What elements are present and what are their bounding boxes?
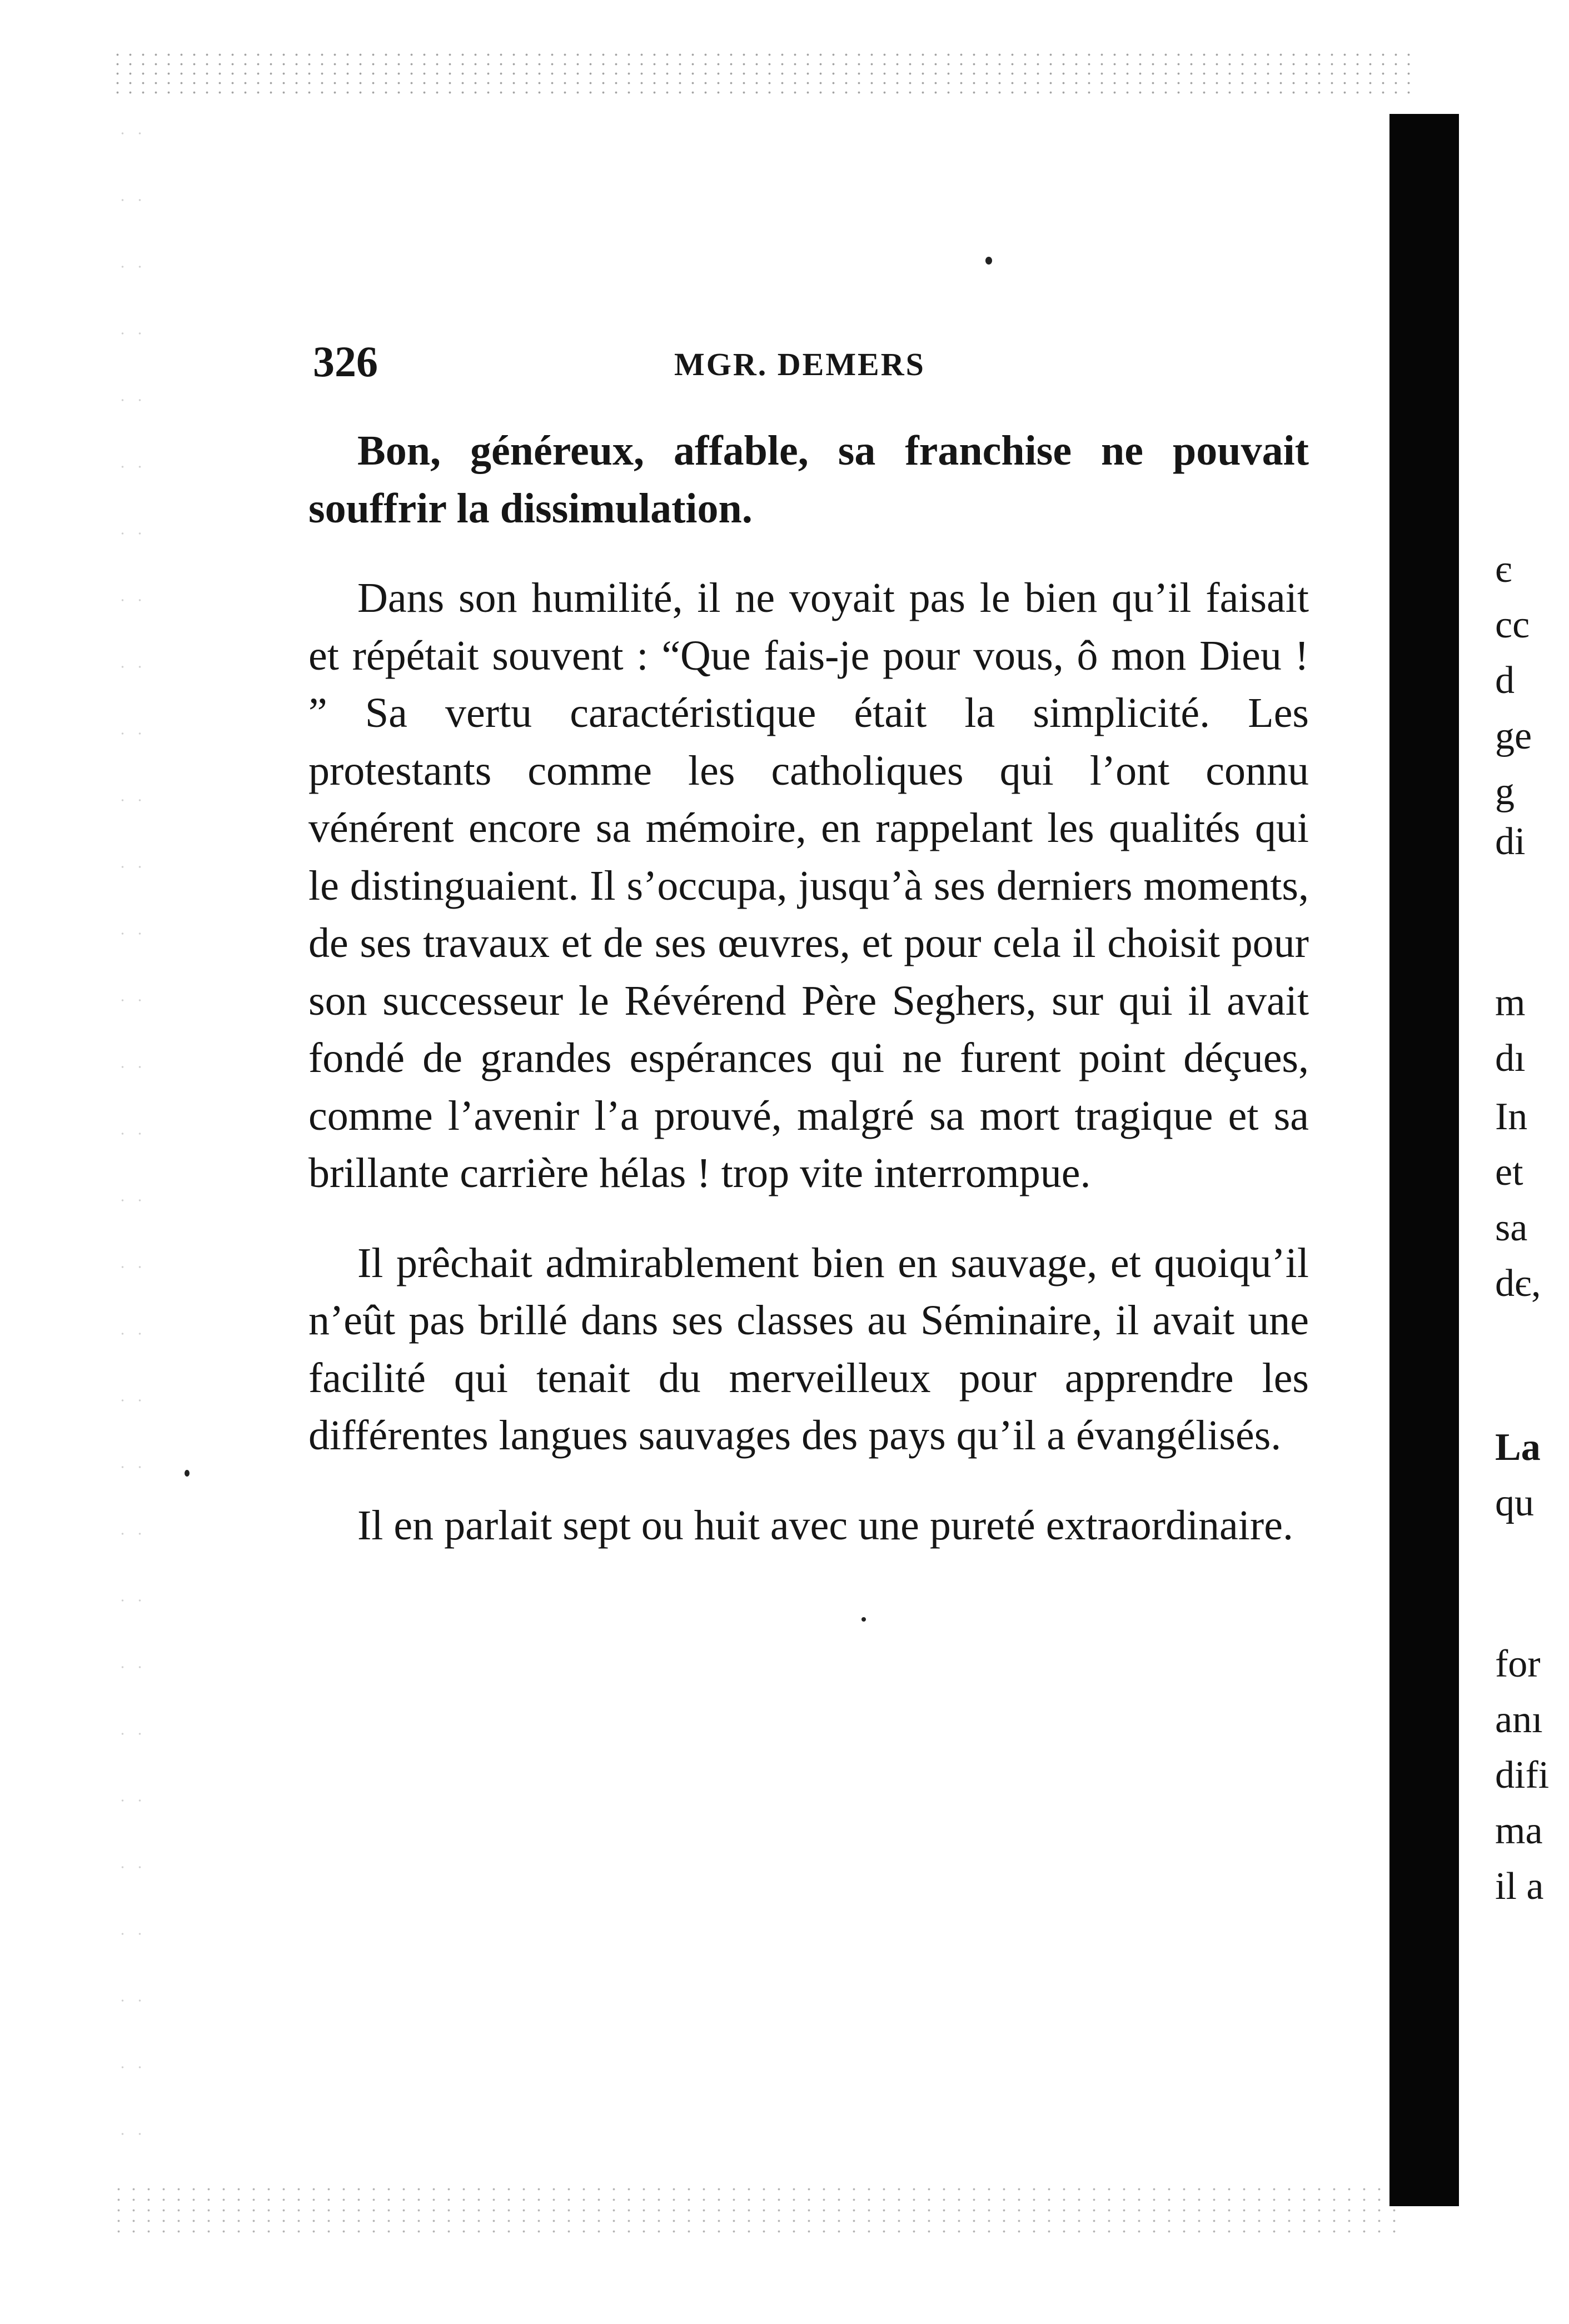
facing-page-edge — [1495, 545, 1569, 2045]
facing-page-fragment: La — [1495, 1426, 1541, 1469]
facing-page-fragment: dı — [1495, 1037, 1526, 1080]
facing-page-fragment: sa — [1495, 1206, 1528, 1249]
facing-page-fragment: difi — [1495, 1754, 1550, 1797]
facing-page-fragment: m — [1495, 981, 1526, 1024]
facing-page-fragment: qu — [1495, 1482, 1534, 1524]
binding-gutter-shadow — [1389, 114, 1459, 2206]
running-head: MGR. DEMERS — [674, 346, 925, 382]
facing-page-fragment: d — [1495, 659, 1515, 702]
paragraph: Bon, généreux, affable, sa franchise ne pouvait souffrir la dissimulation. — [308, 427, 1309, 532]
paragraph: Dans son humilité, il ne voyait pas le bien qu’il faisait et répétait souvent : “Que fais-je pour vous, ô mon Dieu ! ” Sa vertu caractéristique était la simplicité. Les protestants comme les catholiques qui l’ont connu vénérent encore sa mémoire, en rappelant les qualités qui le distinguaient. Il s’occupa, jusqu’à ses derniers moments, de ses travaux et de ses œuvres, et pour cela il choisit pour son successeur le Révérend Père Seghers, sur qui il avait fondé de grandes espérances qui ne furent point déçues, comme l’avenir l’a prouvé, malgré sa mort tragique et sa brillante carrière hélas ! trop vite interrompue. — [308, 575, 1309, 1196]
facing-page-fragment: In — [1495, 1095, 1528, 1138]
facing-page-fragment: di — [1495, 820, 1526, 863]
facing-page-fragment: for — [1495, 1643, 1541, 1685]
facing-page-fragment: є — [1495, 548, 1512, 591]
scan-noise-top — [111, 50, 1412, 100]
paragraph: Il prêchait admirablement bien en sauvage, et quoiqu’il n’eût pas brillé dans ses classes au Séminaire, il avait une facilité qui tenait du merveilleux pour apprendre les différentes langues sauvages des pays qu’il a évangélisés. — [308, 1239, 1309, 1459]
page-number: 326 — [313, 337, 378, 386]
facing-page-fragment: cc — [1495, 604, 1530, 646]
facing-page-fragment: dє, — [1495, 1262, 1541, 1305]
facing-page-fragment: anı — [1495, 1698, 1543, 1741]
body-text — [308, 422, 1309, 1587]
scan-noise-bottom — [111, 2184, 1406, 2234]
page-header — [313, 331, 1313, 392]
scan-speck — [985, 257, 992, 265]
scan-speck — [185, 1470, 190, 1477]
facing-page-fragment: ge — [1495, 715, 1532, 757]
facing-page-fragment: et — [1495, 1151, 1523, 1194]
facing-page-fragment: il a — [1495, 1865, 1544, 1908]
scan-noise-left — [114, 100, 147, 2190]
scan-speck — [861, 1617, 866, 1622]
facing-page-fragment: g — [1495, 770, 1515, 813]
facing-page-fragment: ma — [1495, 1809, 1543, 1852]
paragraph: Il en parlait sept ou huit avec une pureté extraordinaire. — [357, 1502, 1293, 1549]
